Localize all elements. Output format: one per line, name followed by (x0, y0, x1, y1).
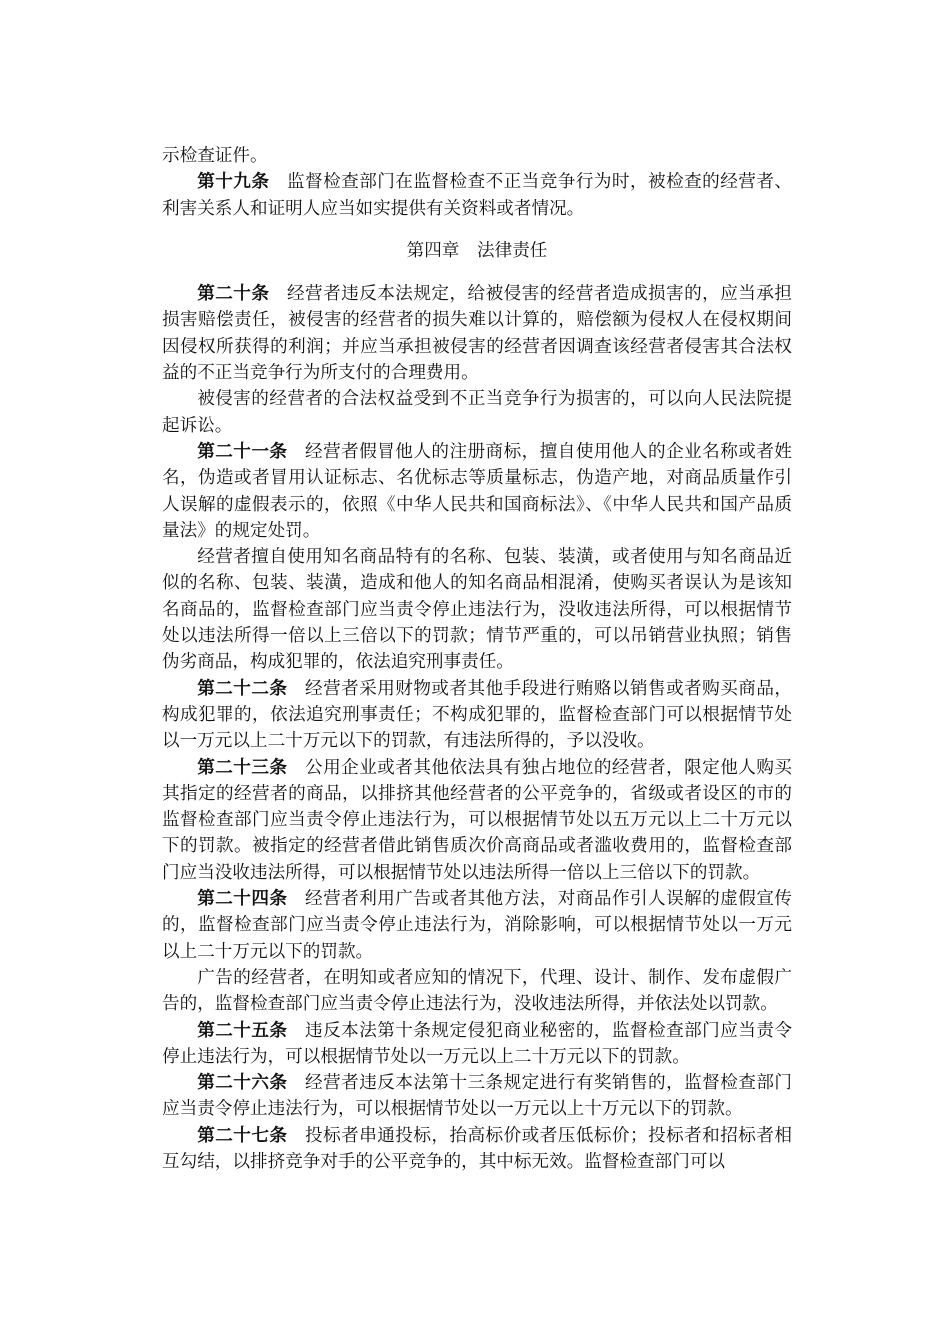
chapter-heading (162, 238, 792, 264)
article-24 (162, 886, 792, 965)
paragraph-text: 被侵害的经营者的合法权益受到不正当竞争行为损害的，可以向人民法院提起诉讼。 (162, 389, 792, 436)
article-number: 第二十四条 (197, 888, 288, 910)
chapter-number: 第四章 (406, 240, 460, 261)
article-20-para-2 (162, 386, 792, 439)
paragraph-text: 公用企业或者其他依法具有独占地位的经营者，限定他人购买其指定的经营者的商品，以排挤其他经营者的公平竞争的，省级或者设区的市的监督检查部门应当责令停止违法行为，可以根据情节处以五万元以上二十万元以下的罚款。被指定的经营者借此销售质次价高商品或者滥收费用的，监督检查部门应当没收违法所得，可以根据情节处以违法所得一倍以上三倍以下的罚款。 (162, 757, 792, 883)
article-number: 第二十条 (197, 283, 270, 305)
paragraph-text: 经营者利用广告或者其他方法，对商品作引人误解的虚假宣传的，监督检查部门应当责令停止违法行为，消除影响，可以根据情节处以一万元以上二十万元以下的罚款。 (162, 889, 792, 962)
paragraph-text: 示检查证件。 (162, 146, 268, 166)
article-number: 第二十一条 (197, 440, 288, 462)
article-19 (162, 169, 792, 222)
paragraph-text: 监督检查部门在监督检查不正当竞争行为时，被检查的经营者、利害关系人和证明人应当如实提供有关资料或者情况。 (162, 172, 792, 219)
article-26 (162, 1070, 792, 1123)
paragraph-text: 投标者串通投标，抬高标价或者压低标价；投标者和招标者相互勾结，以排挤竞争对手的公平竞争的，其中标无效。监督检查部门可以 (162, 1125, 792, 1172)
chapter-title: 法律责任 (477, 240, 548, 261)
paragraph-text: 经营者违反本法规定，给被侵害的经营者造成损害的，应当承担损害赔偿责任，被侵害的经营者的损失难以计算的，赔偿额为侵权人在侵权期间因侵权所获得的利润；并应当承担被侵害的经营者因调查该经营者侵害其合法权益的不正当竞争行为所支付的合理费用。 (162, 284, 792, 384)
article-22 (162, 676, 792, 755)
article-24-para-2 (162, 965, 792, 1018)
article-23 (162, 755, 792, 886)
article-25 (162, 1018, 792, 1071)
paragraph-text: 广告的经营者，在明知或者应知的情况下，代理、设计、制作、发布虚假广告的，监督检查部门应当责令停止违法行为，没收违法所得，并依法处以罚款。 (162, 967, 792, 1015)
paragraph-0 (162, 143, 792, 169)
document-page (162, 143, 792, 1175)
article-number: 第二十七条 (197, 1124, 288, 1146)
article-number: 第二十五条 (197, 1019, 288, 1041)
article-number: 第十九条 (197, 171, 270, 193)
paragraph-text: 经营者采用财物或者其他手段进行贿赂以销售或者购买商品，构成犯罪的，依法追究刑事责任；不构成犯罪的，监督检查部门可以根据情节处以一万元以上二十万元以下的罚款，有违法所得的，予以没收。 (162, 678, 792, 752)
article-number: 第二十六条 (197, 1072, 288, 1094)
article-number: 第二十二条 (197, 677, 288, 699)
paragraph-text: 经营者擅自使用知名商品特有的名称、包装、装潢，或者使用与知名商品近似的名称、包装、装潢，造成和他人的知名商品相混淆，使购买者误认为是该知名商品的，监督检查部门应当责令停止违法行为，没收违法所得，可以根据情节处以违法所得一倍以上三倍以下的罚款；情节严重的，可以吊销营业执照；销售伪劣商品，构成犯罪的，依法追究刑事责任。 (162, 547, 792, 673)
article-21 (162, 439, 792, 544)
article-21-para-2 (162, 544, 792, 675)
paragraph-text: 经营者假冒他人的注册商标，擅自使用他人的企业名称或者姓名，伪造或者冒用认证标志、名优标志等质量标志，伪造产地，对商品质量作引人误解的虚假表示的，依照《中华人民共和国商标法》、《中华人民共和国产品质量法》的规定处罚。 (162, 441, 792, 541)
paragraph-text: 违反本法第十条规定侵犯商业秘密的，监督检查部门应当责令停止违法行为，可以根据情节处以一万元以上二十万元以下的罚款。 (162, 1020, 792, 1067)
article-number: 第二十三条 (197, 756, 288, 778)
article-20 (162, 281, 792, 386)
article-27 (162, 1123, 792, 1176)
paragraph-text: 经营者违反本法第十三条规定进行有奖销售的，监督检查部门应当责令停止违法行为，可以根据情节处以一万元以上十万元以下的罚款。 (162, 1073, 792, 1120)
